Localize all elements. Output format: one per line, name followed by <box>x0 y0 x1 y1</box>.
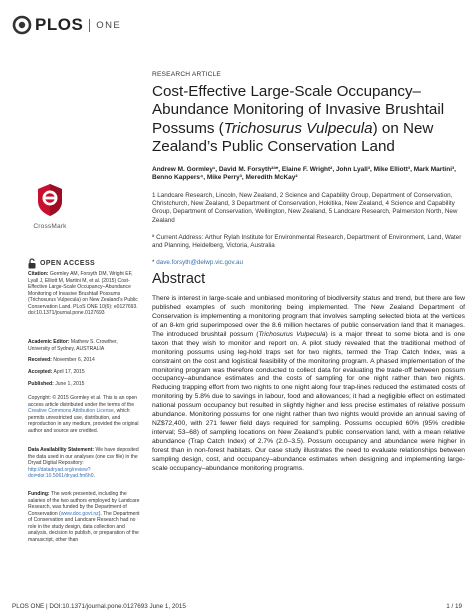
data-availability-text-b: . <box>93 473 95 480</box>
cc-license-link[interactable]: Creative Commons Attribution License <box>28 408 114 415</box>
corresponding-email <box>152 259 243 266</box>
page-number: 1 / 19 <box>446 603 462 610</box>
abstract-body <box>152 295 465 474</box>
logo-divider <box>89 19 90 32</box>
abstract-italic: Trichosurus Vulpecula <box>258 330 326 338</box>
plos-one-logo[interactable] <box>12 14 121 36</box>
editor-label: Academic Editor: <box>28 339 70 345</box>
title-italic: Trichosurus Vulpecula <box>223 119 373 137</box>
abstract-text-a: There is interest in large-scale and unbiased monitoring of biodiversity status and trend, but there are few published examples of such monitoring being implemented. The New Zealand Department of Conservation is implementing a monitoring program that involves sampling selected biota at the vertices of an 8-km grid superimposed over the 8.6 million hectares of public conservation land that it manages. The introduced brushtail possum ( <box>152 295 465 338</box>
dryad-link[interactable]: http://datadryad.org/review?doi=doi:10.5061/dryad.fm6h0 <box>28 466 94 480</box>
abstract-heading: Abstract <box>152 271 206 287</box>
doc-website-link[interactable]: www.doc.govt.nz <box>60 510 99 517</box>
accepted-date: April 17, 2015 <box>53 369 85 375</box>
received-label: Received: <box>28 357 52 363</box>
article-title <box>152 83 462 156</box>
data-availability-text-a: We have deposited the data used in our analyses (one csv file) in the Dryad Digital Repository: <box>28 447 139 467</box>
citation-text: Gormley AM, Forsyth DM, Wright EF, Lyall J, Elliott M, Martini M, et al. (2015) Cost-Effective Large-Scale Occupancy–Abundance Monitoring of Invasive Brushtail Possums (Trichosurus Vulpecula) on New Zealand’s Public Conservation Land. PLoS ONE 10(6): e0127693. doi:10.1371/journal.pone.0127693 <box>28 271 138 317</box>
logo-subtitle: ONE <box>96 19 122 31</box>
accepted-block <box>28 369 140 376</box>
received-block <box>28 357 140 364</box>
crossmark-icon <box>35 183 65 217</box>
current-address: ª Current Address: Arthur Rylah Institute for Environmental Research, Department of Environment, Land, Water and Planning, Heidelberg, Victoria, Australia <box>152 234 462 250</box>
page-footer <box>12 603 462 610</box>
copyright-text-a: Copyright: © 2015 Gormley et al. This is an open access article distributed under the terms of the <box>28 395 138 408</box>
article-type-label: RESEARCH ARTICLE <box>152 71 222 78</box>
funding-label: Funding: <box>28 491 50 497</box>
data-availability-block <box>28 447 140 480</box>
copyright-text-b: , which permits unrestricted use, distribution, and reproduction in any medium, provided the original author and source are credited. <box>28 408 139 434</box>
citation-label: Citation: <box>28 271 49 277</box>
affiliations: 1 Landcare Research, Lincoln, New Zealand, 2 Science and Capability Group, Department of Conservation, Christchurch, New Zealand, 3 Department of Conservation, Hokitika, New Zealand, 4 Science and Capability Group, Department of Conservation, Wellington, New Zealand, 5 Landcare Research, Palmerston North, New Zealand <box>152 192 458 224</box>
crossmark-badge[interactable] <box>29 183 71 230</box>
published-date: June 1, 2015 <box>55 381 85 387</box>
crossmark-label: CrossMark <box>33 223 67 230</box>
accepted-label: Accepted: <box>28 369 53 375</box>
citation-block <box>28 271 140 317</box>
plos-logo-icon <box>12 15 32 35</box>
funding-text-b: ). The Department of Conservation and Landcare Research had no role in the study design, data collection and analysis, decision to publish, or preparation of the manuscript, other than <box>28 510 140 543</box>
editor-text: Mathew S. Crowther, University of Sydney, AUSTRALIA <box>28 339 118 352</box>
email-link[interactable]: dave.forsyth@delwp.vic.gov.au <box>156 259 243 266</box>
funding-text-a: The work presented, including the salaries of the two authors employed by Landcare Research, was funded by the Department of Conservation ( <box>28 491 140 517</box>
academic-editor-block <box>28 339 140 352</box>
open-access-badge <box>28 258 95 269</box>
logo-text: PLOS <box>35 15 84 34</box>
published-label: Published: <box>28 381 54 387</box>
data-availability-label: Data Availability Statement: <box>28 447 95 453</box>
published-block <box>28 381 140 388</box>
title-part2: ) on New Zealand’s Public Conservation Land <box>152 119 434 155</box>
open-access-label: OPEN ACCESS <box>40 260 96 267</box>
title-part1: Cost-Effective Large-Scale Occupancy–Abundance Monitoring of Invasive Brushtail Possums ( <box>152 83 445 137</box>
abstract-text-b: ) is a major threat to some biota and is one taxon that they wish to monitor and report on. A pilot study revealed that the traditional method of monitoring possums using leg-hold traps set for two nights, termed the Trap Catch Index, was a constraint on the cost and logistical feasibility of the monitoring program. A phased implementation of the monitoring program was therefore conducted to collect data for evaluating the trade-off between possum occupancy–abundance estimates and the costs of sampling for one night rather than two nights. Reducing trapping effort from two nights to one night along four trap-lines reduced the estimated costs of monitoring by 5.8% due to savings in labour, food and allowances; it had a negligible effect on estimated national possum occupancy but resulted in slightly higher and less precise estimates of relative possum abundance. Monitoring possums for one night rather than two nights would provide an annual saving of NZ$72,400, with 271 fewer field days required for sampling. Possums occupied 60% (95% credible interval; 53–68) of sampling locations on New Zealand’s public conservation land, with a mean relative abundance (Trap Catch Index) of 2.7% (2.0–3.5). Possum occupancy and abundance were higher in forest than in non-forest habitats. Our case study illustrates the need to evaluate relationships between sampling design, cost, and occupancy–abundance estimates when designing and implementing large-scale occupancy–abundance monitoring programs. <box>152 330 465 472</box>
footer-citation: PLOS ONE | DOI:10.1371/journal.pone.0127693 June 1, 2015 <box>12 603 186 610</box>
received-date: November 6, 2014 <box>53 357 95 363</box>
open-lock-icon <box>28 258 36 269</box>
funding-block <box>28 491 140 543</box>
email-prefix: * <box>152 259 157 266</box>
copyright-block <box>28 395 140 434</box>
author-list: Andrew M. Gormley¹, David M. Forsyth²ª*, Elaine F. Wright², John Lyall³, Mike Elliott³, Mark Martini³, Benno Kappers⁴, Mike Perry³, Meredith McKay² <box>152 166 456 182</box>
